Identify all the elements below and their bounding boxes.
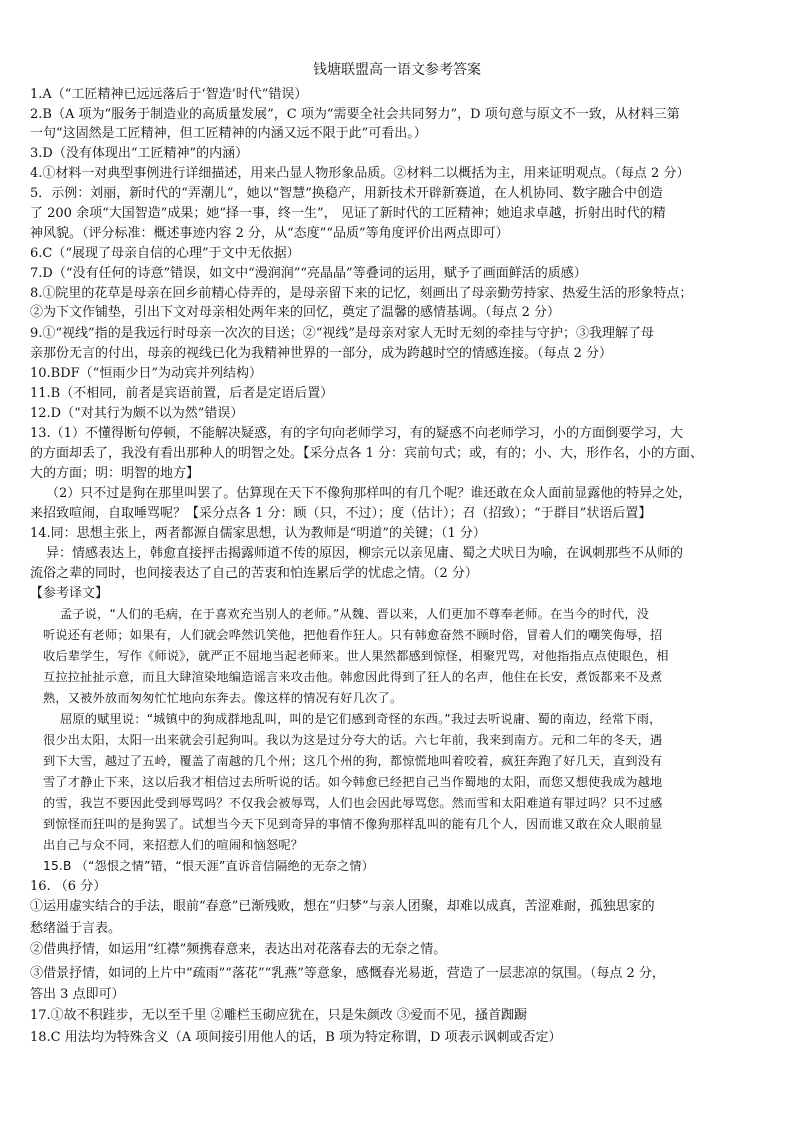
answer-line: ①运用虚实结合的手法，眼前“春意”已渐残败，想在“归梦”与亲人团聚，却难以成真，苦涩难耐，孤独思家的: [30, 899, 655, 914]
answer-line: ②为下文作铺垫，引出下文对母亲相处两年来的回忆，奠定了温馨的感情基调。（每点 2 分）: [30, 305, 561, 320]
answer-line: 1.A（“工匠精神已远远落后于‘智造’时代”错误）: [30, 87, 308, 102]
answer-line: 流俗之辈的同时，也间接表达了自己的苦衷和怕连累后学的忧虑之情。（2 分）: [30, 566, 478, 581]
translation-line: 很少出太阳，太阳一出来就会引起狗叫。我以为这是过分夸大的话。六七年前，我来到南方。元和二年的冬天，遇: [43, 733, 663, 747]
answer-line: 18.C 用法均为特殊含义（A 项间接引用他人的话，B 项为特定称谓，D 项表示讽刺或否定）: [30, 1030, 562, 1045]
answer-line: 了 200 余项“大国智造”成果；她“择一事，终一生”， 见证了新时代的工匠精神；她追求卓越，折射出时代的精: [30, 206, 666, 221]
answer-line: 16. （6 分）: [30, 879, 107, 894]
page-title: 钱塘联盟高一语文参考答案: [313, 62, 481, 78]
answer-line: 神风貌。（评分标准：概述事迹内容 2 分，从“态度”“品质”等角度评价出两点即可）: [30, 226, 509, 241]
answer-line: ③借景抒情，如词的上片中“疏雨”“落花”“乳燕”等意象，感慨春光易逝，营造了一层悲凉的氛围。（每点 2 分，: [30, 966, 665, 981]
translation-line: 到下大雪，越过了五岭，覆盖了南越的几个州；这几个州的狗，都惊慌地叫着咬着，疯狂奔跑了好几天，直到没有: [43, 754, 663, 768]
translation-line: 到惊怪而狂叫的是狗罢了。试想当今天下见到奇异的事情不像狗那样乱叫的能有几个人，因而谁又敢在众人眼前显: [43, 817, 663, 831]
answer-line: 8.①院里的花草是母亲在回乡前精心侍弄的，是母亲留下来的记忆，刻画出了母亲勤劳持家、热爱生活的形象特点；: [30, 286, 693, 301]
answer-line: 6.C（“展现了母亲自信的心理”于文中无依据）: [30, 246, 300, 261]
answer-line: ②借典抒情，如运用“红襟”频携春意来，表达出对花落春去的无奈之情。: [30, 942, 447, 957]
translation-line: 15.B （“怨恨之情”错，“恨天涯”直诉音信隔绝的无奈之情）: [43, 859, 375, 873]
answer-line: 4.①材料一对典型事例进行详细描述，用来凸显人物形象品质。②材料二以概括为主，用来证明观点。（每点 2 分）: [30, 166, 690, 181]
translation-line: 熟，又被外放而匆匆忙忙地向东奔去。像这样的情况有好几次了。: [43, 691, 403, 705]
answer-line: 14.同：思想主张上，两者都源自儒家思想，认为教师是“明道”的关键；（1 分）: [30, 526, 486, 541]
answer-line: 的方面却丢了，我没有看出那种人的明智之处。【采分点各 1 分：宾前句式；或，有的；小、大，形作名，小的方面、: [30, 446, 704, 461]
answer-line: 5．示例：刘丽，新时代的“弄潮儿”，她以“智慧”换稳产，用新技术开辟新赛道，在人机协同、数字融合中创造: [30, 186, 663, 201]
answer-line: 11.B（不相同，前者是宾语前置，后者是定语后置）: [30, 386, 334, 401]
answer-line: 10.BDF（“恒雨少日”为动宾并列结构）: [30, 366, 262, 381]
answer-line: 大的方面；明：明智的地方】: [30, 466, 200, 481]
answer-line: 12.D（“对其行为颇不以为然”错误）: [30, 406, 244, 421]
answer-line: 愁绪溢于言表。: [30, 921, 122, 936]
answer-line: 7.D（“没有任何的诗意”错误，如文中“漫润润”“亮晶晶”等叠词的运用，赋予了画面鲜活的质感）: [30, 266, 587, 281]
answer-line: 一句“这固然是工匠精神，但工匠精神的内涵又远不限于此”可看出。）: [30, 126, 427, 141]
translation-line: 孟子说，“人们的毛病，在于喜欢充当别人的老师。”从魏、晋以来，人们更加不尊奉老师。在当今的时代，没: [60, 607, 650, 621]
section-heading: 【参考译文】: [30, 586, 109, 601]
translation-line: 屈原的赋里说：“城镇中的狗成群地乱叫，叫的是它们感到奇怪的东西。”我过去听说庸、蜀的南边，经常下雨，: [60, 712, 662, 726]
translation-line: 雪了才静止下来，这以后我才相信过去所听说的话。如今韩愈已经把自己当作蜀地的太阳，而您又想使我成为越地: [43, 775, 663, 789]
translation-line: 听说还有老师；如果有，人们就会哗然讥笑他，把他看作狂人。只有韩愈奋然不顾时俗，冒着人们的嘲笑侮辱，招: [43, 628, 663, 642]
answer-line: 亲那份无言的付出，母亲的视线已化为我精神世界的一部分，成为跨越时空的情感连接。（每点 2 分）: [30, 346, 613, 361]
translation-line: 互拉拉扯扯示意，而且大肆渲染地编造谣言来攻击他。韩愈因此得到了狂人的名声，他住在长安，煮饭都来不及煮: [43, 670, 663, 684]
answer-line: 17.①故不积跬步，无以至千里 ②雕栏玉砌应犹在，只是朱颜改 ③爱而不见，搔首踟蹰: [30, 1008, 527, 1023]
answer-line: 3.D（没有体现出“工匠精神”的内涵）: [30, 146, 249, 161]
answer-line: （2）只不过是狗在那里叫罢了。估算现在天下不像狗那样叫的有几个呢？谁还敢在众人面前显露他的特异之处，: [46, 486, 692, 501]
translation-line: 收后辈学生，写作《师说》，就严正不屈地当起老师来。世人果然都感到惊怪，相聚咒骂，对他指指点点使眼色，相: [43, 649, 669, 663]
translation-line: 出自己与众不同，来招惹人们的喧闹和恼怒呢？: [43, 838, 304, 852]
answer-line: 来招致喧闹，自取唾骂呢？【采分点各 1 分：顾（只，不过）；度（估计）；召（招致）；“于群目”状语后置】: [30, 506, 652, 521]
translation-line: 的雪，我岂不要因此受到辱骂吗？不仅我会被辱骂，人们也会因此辱骂您。然而雪和太阳难道有罪过吗？只不过感: [43, 796, 663, 810]
answer-line: 异：情感表达上，韩愈直接抨击揭露师道不传的原因，柳宗元以亲见庸、蜀之犬吠日为喻，在讽刺那些不从师的: [46, 546, 684, 561]
answer-line: 答出 3 点即可）: [30, 987, 125, 1002]
answer-line: 2.B（A 项为“服务于制造业的高质量发展”，C 项为“需要全社会共同努力”，D 项句意与原文不一致，从材料三第: [30, 107, 680, 122]
answer-line: 13.（1）不懂得断句停顿，不能解决疑惑，有的字句向老师学习，有的疑惑不向老师学习，小的方面倒要学习，大: [30, 426, 683, 441]
answer-line: 9.①“视线”指的是我远行时母亲一次次的目送；②“视线”是母亲对家人无时无刻的牵挂与守护；③我理解了母: [30, 326, 654, 341]
